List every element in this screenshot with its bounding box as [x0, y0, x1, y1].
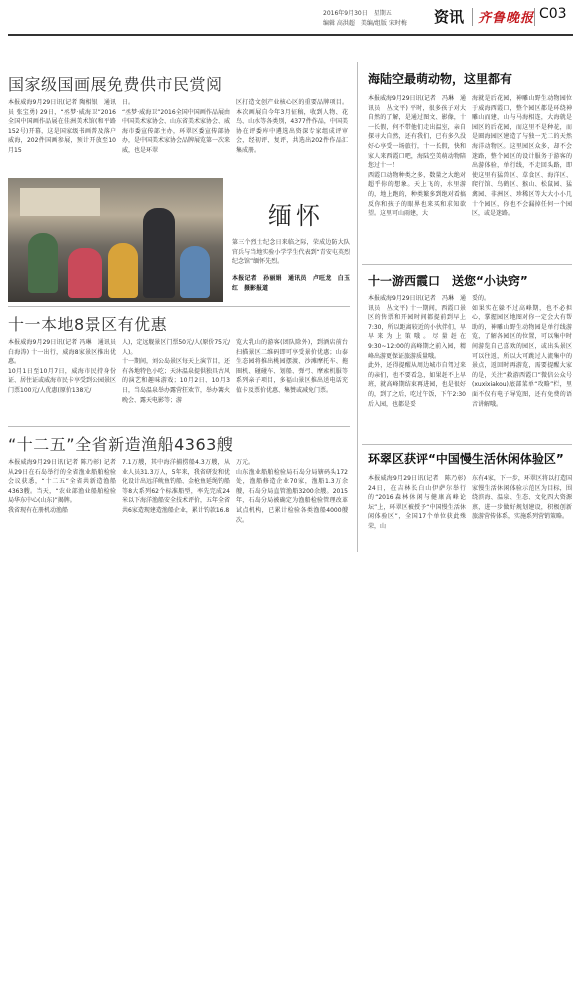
section-divider: [8, 306, 350, 307]
paper-logo: 齐鲁晚报: [478, 11, 535, 26]
animals-col1: 本报威海9月29日讯(记者 冯琳 通讯员 丛文平) 平时，很多孩子对大自然的了解，是通过图文、影像，十一长假，何不带他们走出温室，亲自探寻大自然，还有我们，已有多久没好心享受一场旅行，十一长假，快和家人来西霞口吧，海陆空美萌动物陪您过十一！ 西霞口动物种类之多，数量之大绝对超乎你的想象。天上飞的，水里游的，地上跑的，种类繁多到绝对看搞反你和孩子的眼界也来买和求知欲望。这里可山雨建，大: [368, 95, 466, 218]
fishing-col1: 本报威海9月29日讯(记者 陈乃彰) 记者从29日在石岛举行的全省渔业船舶检验会议获悉，“十二五”全省共新造渔船4363艘。当天，“农业部渔业船舶检验局华东中心(山东)”揭牌。 我省现有在册机动渔船: [8, 459, 116, 514]
slowlife-col1: 本报威海9月29日讯(记者 陈乃彰) 24日，在吉林长白山伊萨尔举行的“2016森林休闲与健康高峰论坛”上，环翠区被授予“中国慢生活休闲体验区”，全国17个单位获此殊荣，山: [368, 475, 466, 530]
photo-title: 缅怀: [268, 202, 324, 230]
section-divider: [8, 426, 350, 427]
header-divider: [534, 8, 535, 26]
exhibition-headline: 国家级国画展免费供市民赏阅: [8, 75, 223, 94]
header-divider: [472, 8, 473, 26]
photo-caption: 第三个烈士纪念日来临之际，荣成边防大队官兵与当地实验小学学生代表到“青安屯英烈纪念馆”缅怀先烈。: [232, 239, 350, 266]
tips-col1: 本报威海9月29日讯(记者 冯琳 通讯员 丛文平) 十一期间，西霞口景区的售票和开园时间都提前到早上7:30，所以距离较近的小伙伴们，早早来为上策哦。尽量赶在9:30~12:00的高峰期之前入园，精峰出游更保证旅游质量哦。 此外，还得提醒从周边城市自驾过来的亲们，也不要看急，如果赶不上早班，就高峰期结束再进园，也是很好的，到了之后，吃过午饭，下午2:30后入园，也都是妥: [368, 295, 466, 408]
discount-col3: 览大乳山的游客(团队除外)，到酒店前台扫描景区二维码即可享受景价优惠；山泰生态园将推出桃园摆渡、沙滩摩托车、拖圈机、碰碰车、划船、弹弓、摩索机服等系列亲子项目，多福山景区推出送电话充值卡及票价优惠、集赞或减免门票。: [236, 339, 348, 394]
column-divider: [357, 62, 358, 552]
animals-headline: 海陆空最萌动物，这里都有: [368, 72, 513, 86]
animals-col2: 海就是后花园，神雕山野生动物园位于威海西霞口，整个园区都是环绕神雕山而建，山与马海相连，大海就是园区的后花园，而这里不是种花，而是圈海园区建造了与独一无二的天然海洋动物区。这里园区众多，却不会迷路，整个园区的设计服务于游客的出游体验，单行线，不走回头路，即使这里有猛兽区、草食区、海洋区、爬行馆、鸟鹤区、猴山、松鼠园、猛禽园、非洲区、珍稀区等大大小小几十个园区，你也不会漏掉任何一个园区，或是迷路。: [472, 95, 572, 218]
section-divider: [362, 264, 572, 265]
exhibition-col2: 日。 “丞梦·威海卫”2016全国中国画作品展由中国美术家协会、山东省美术家协会、威海市委宣传部主办，环翠区委宣传部协办，是中国美术家协会品牌展览第一次来威，也是环翠: [122, 99, 230, 154]
discount-col1: 本报威海9月29日讯(记者 冯琳 通讯员 白海涛) 十一出行，威海8家景区推出优惠。 10月1日至10月7日，威海市民持身份证、居住证或威海市民卡享受到公园景区门票100元/人优惠(原价138元/: [8, 339, 116, 394]
exhibition-col1: 本报威海9月29日讯(记者 陶相银 通讯员 张宝勇) 29日，“丞梦·威海卫”2016全国中国画作品展在佳洲美术馆(和平路152号)开幕，这是国家级书画普及落户威海，202件国画参展，预计开放至10月15: [8, 99, 116, 154]
issue-date: 2016年9月30日 星期五: [323, 10, 392, 17]
slowlife-col2: 东有4家，下一步，环翠区将以打造国家慢生活休闲体验示范区为目标，围绕滨海、温泉、生态、文化四大资源禀，进一步做好规划建设，积极创新旅游营传体系，实施系列营销策略。: [472, 475, 572, 521]
discount-col2: 人)，定远舰景区门票50元/人(原价75元/人)。 十一期间，刘公岛景区每天上演节目，还有各地特色小吃；天沐温泉提供独具古风的演艺和趣味游戏；10月2日、10月3日，当岛温泉举办露营狂欢节，举办篝火晚会、露天电影等；游: [122, 339, 230, 404]
fishing-headline: “十二五”全省新造渔船4363艘: [8, 435, 234, 454]
exhibition-col3: 区打造文创产业核心区的重要品牌项目。本次画展自今年3月征稿，收到人物、花鸟、山水等各类别，4377件作品，中国美协在评委库中遴选出资深专家组成评审会，经初评、复评，共选出202件作品汇集成册。: [236, 99, 348, 154]
photo-credit: 本报记者 孙丽娟 通讯员 卢旺龙 白玉红 摄影报道: [232, 275, 350, 292]
tips-headline: 十一游西霞口 送您“小诀窍”: [368, 274, 528, 288]
page-number: C03: [539, 6, 567, 22]
fishing-col3: 万元。 山东渔业船舶检验局石岛分局辖码头172处，渔船修造企业70家，渔船1.3万余艘，石岛分局直管渔船3200余艘。2015年，石岛分局被确定为渔船检验管理改革试点机构，已累计检验各类渔船4000艘次。: [236, 459, 348, 524]
fishing-col2: 7.1万艘，其中海洋捕捞船4.3万艘，从业人员31.3万人，5年来，我省研发和优化设计出远洋鱿鱼钓船、金枪鱼延绳钓船等8大系列62个标准船型，率先完成24米以下海洋渔船安全技术评价，五年全省共6家造现建造渔船企业，累计钓款16.8: [122, 459, 230, 514]
header-rule: [8, 34, 573, 36]
slowlife-headline: 环翠区获评“中国慢生活休闲体验区”: [368, 452, 564, 466]
section-title: 资讯: [434, 8, 465, 26]
section-divider: [362, 444, 572, 445]
discount-headline: 十一本地8景区有优惠: [8, 315, 168, 334]
tips-col2: 妥的。 如果实在躲不过高峰期，也不必担心，掌握园区地图对你一定会大有帮助的，神雕山野生动物园是单行线游览，了解各园区的位置，可以集中时间游览自己喜欢的园区，或出头景区可以往返，所以大可跳过人流集中的景点，返回时再游览，需要提醒大家的是，关注“救游西霞口”微信公众号(xuxixiakou)底部菜单“攻略”栏，里面不仅有电子导览图，还有免费的语音讲解哦。: [472, 295, 572, 408]
news-photo: [8, 178, 223, 302]
editors-line: 编辑 高洪超 美编/组版 宋时梅: [323, 20, 407, 27]
